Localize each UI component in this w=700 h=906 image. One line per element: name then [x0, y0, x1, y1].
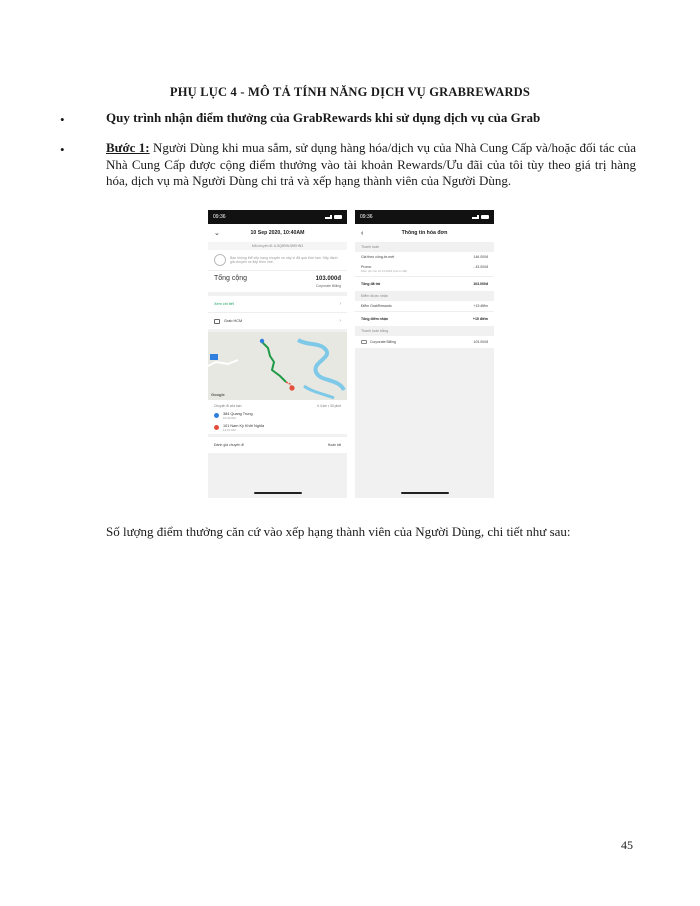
chevron-down-icon[interactable]: ⌄ — [214, 230, 220, 237]
page-number: 45 — [621, 838, 633, 852]
pickup-pin-icon — [214, 413, 219, 418]
driver-avatar-icon — [214, 254, 226, 266]
map-attribution: Google — [211, 392, 225, 397]
invoice-header — [355, 224, 494, 242]
signal-icon — [325, 215, 332, 219]
chevron-right-icon: › — [339, 318, 341, 324]
section-payment: Thanh toán — [355, 242, 494, 252]
battery-icon — [481, 215, 489, 219]
section-payment-method: Thanh toán bằng — [355, 326, 494, 336]
invoice-screenshot — [355, 210, 494, 498]
step-label: Bước 1: — [106, 140, 150, 155]
total-points-row: Tổng điểm nhận +15 điểm — [355, 311, 494, 326]
grabrewards-points-row: Điểm GrabRewards +15 điểm — [355, 301, 494, 311]
chevron-right-icon: › — [339, 301, 341, 307]
route-map-graphic — [208, 332, 347, 400]
home-indicator — [401, 492, 449, 494]
rate-trip-row[interactable]: Đánh giá chuyến đi Hoàn tất — [208, 434, 347, 453]
back-arrow-icon[interactable]: ‹ — [361, 229, 364, 237]
document-title: PHỤ LỤC 4 - MÔ TẢ TÍNH NĂNG DỊCH VỤ GRABREWARDS — [169, 85, 531, 99]
status-time: 09:36 — [213, 214, 226, 220]
bullet-heading: Quy trình nhận điểm thưởng của GrabRewards khi sử dụng dịch vụ của Grab — [106, 110, 541, 125]
route-map[interactable] — [208, 332, 347, 400]
battery-icon — [334, 215, 342, 219]
invoice-title: Thông tin hóa đơn — [401, 230, 448, 236]
points-paragraph: Số lượng điểm thưởng căn cứ vào xếp hạng thành viên của Người Dùng, chi tiết như sau: — [106, 524, 571, 539]
section-points: Điểm được nhận — [355, 291, 494, 301]
booking-code: Mã chuyến đi: A-5Q8RWJWEHN3 — [208, 242, 347, 250]
fare-row: Giá theo công-tơ-mét 146.000đ — [355, 252, 494, 262]
ride-type-row[interactable]: Grab HCM › — [208, 313, 347, 332]
step-text: Người Dùng khi mua sắm, sử dụng hàng hóa/dịch vụ của Nhà Cung Cấp và/hoặc đối tác của Nhà Cung Cấp được cộng điểm thưởng vào tài khoản Rewards/Ưu đãi của tôi tùy theo giá trị hàng hóa, dịch vụ mà Người Dùng chi trả và xếp hạng thành viên của Người Dùng. — [106, 140, 636, 188]
view-details-link[interactable]: Xem chi tiết › — [208, 296, 347, 313]
dropoff-stop: 101 Nam Kỳ Khởi Nghĩa 11:10 AM — [208, 422, 347, 434]
dropoff-pin-icon — [214, 425, 219, 430]
status-time: 09:36 — [360, 214, 373, 220]
receipt-header — [208, 224, 347, 242]
bullet-marker: • — [60, 142, 65, 157]
status-bar — [355, 210, 494, 224]
bullet-marker: • — [60, 112, 65, 127]
corporate-billing-tag: Corporate Billing — [208, 284, 347, 296]
rating-status: Hoàn tất — [327, 443, 341, 447]
route-header: Chuyến đi của bạn 0.4 km • 30 phút — [208, 400, 347, 410]
home-indicator — [254, 492, 302, 494]
card-icon — [361, 340, 367, 344]
rating-notice: Bạn không thể xếp hạng chuyến xe này vì đã quá thời hạn. Hãy đánh giá chuyến xe tiếp theo nhé. — [208, 250, 347, 271]
ride-receipt-screenshot — [208, 210, 347, 498]
payment-method-row: Corporate Billing 103.000đ — [355, 336, 494, 348]
total-paid-row: Tổng đã trả 103.000đ — [355, 276, 494, 291]
signal-icon — [472, 215, 479, 219]
status-bar — [208, 210, 347, 224]
car-icon — [214, 319, 220, 324]
step-1-paragraph — [106, 140, 636, 190]
pickup-stop: 384 Quang Trung 10:40 AM — [208, 410, 347, 422]
receipt-date: 10 Sep 2020, 10:40AM — [250, 230, 305, 236]
promo-row: Promo Miễn phí cho tới 43.000đ (mã ưu đãi) - 43.000đ — [355, 262, 494, 276]
total-row: Tổng cộng 103.000đ — [208, 271, 347, 284]
